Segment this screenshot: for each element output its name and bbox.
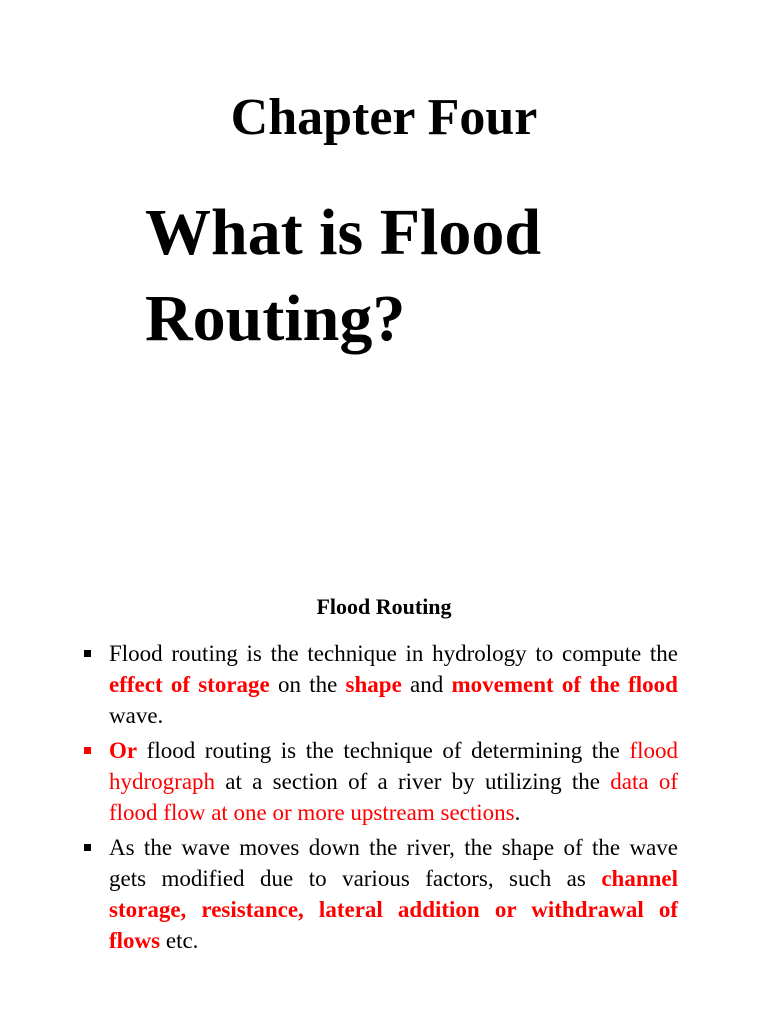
bullet-text: etc.: [160, 928, 199, 953]
square-bullet-icon: [84, 650, 91, 657]
square-bullet-icon: [84, 844, 91, 851]
highlight-text: movement of the flood: [451, 672, 678, 697]
bullet-text: As the wave moves down the river, the shape of the wave gets modified due to various factors, such as: [109, 835, 678, 891]
highlight-text: data of flood flow at one or more upstream sections: [109, 769, 679, 825]
bullet-text: flood routing is the technique of determining the: [137, 738, 630, 763]
highlight-text: shape: [345, 672, 402, 697]
bullet-list: [84, 638, 678, 960]
bullet-text: .: [514, 800, 521, 825]
highlight-text: Or: [109, 738, 138, 763]
square-bullet-icon: [84, 747, 91, 754]
bullet-text: Flood routing is the technique in hydrology to compute the: [109, 641, 678, 666]
chapter-title: Chapter Four: [230, 89, 538, 146]
bullet-text: wave.: [109, 703, 164, 728]
highlight-text: channel storage, resistance, lateral addition or withdrawal of flows: [109, 866, 678, 953]
bullet-item-2: [84, 735, 678, 828]
bullet-item-3: [84, 832, 678, 956]
bullet-text: at a section of a river by utilizing the: [215, 769, 611, 794]
highlight-text: flood hydrograph: [109, 738, 678, 794]
highlight-text: effect of storage: [109, 672, 270, 697]
section-heading: Flood Routing: [316, 594, 452, 619]
bullet-text: on the: [269, 672, 346, 697]
bullet-item-1: [84, 638, 678, 731]
page-title: What is Flood Routing?: [145, 196, 542, 355]
bullet-text: and: [401, 672, 452, 697]
